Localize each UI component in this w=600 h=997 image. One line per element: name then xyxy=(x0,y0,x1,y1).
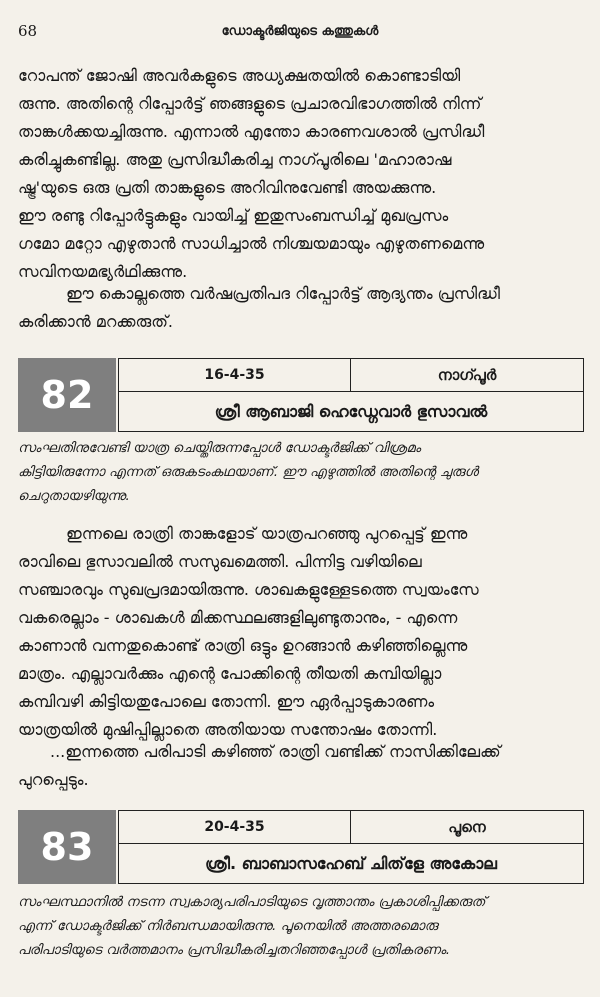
text-line: മാത്രം. എല്ലാവർക്കും എന്റെ പോക്കിന്റെ തീയതി കമ്പിയില്ലാ xyxy=(18,664,442,683)
text-line: എന്ന് ഡോക്ടർജിക്ക് നിർബന്ധമായിരുന്നു. പൂനെയിൽ അത്തരമൊരു xyxy=(18,918,438,934)
letter-recipient: ശ്രീ ആബാജി ഹെഡ്ഗേവാർ ഭുസാവൽ xyxy=(214,401,488,421)
date-place-row xyxy=(119,359,583,392)
text-line: രാവിലെ ഭുസാവലിൽ സസുഖമെത്തി. പിന്നിട്ട വഴിയിലെ xyxy=(18,552,422,571)
text-line: സവിനയമഭ്യർഥിക്കുന്നു. xyxy=(18,262,188,281)
text-line: കരിച്ചുകണ്ടില്ല. അതു പ്രസിദ്ധീകരിച്ച നാഗ്പൂരിലെ 'മഹാരാഷ xyxy=(18,150,452,169)
letter-entry-83 xyxy=(18,810,584,884)
letter-place: പൂനെ xyxy=(448,818,486,836)
text-line: രുന്നു. അതിന്റെ റിപ്പോർട്ട് ഞങ്ങളുടെ പ്രചാരവിഭാഗത്തിൽ നിന്ന് xyxy=(18,94,482,113)
paragraph-4 xyxy=(18,738,584,794)
text-line: സംഘതിനുവേണ്ടി യാത്ര ചെയ്തിരുന്നപ്പോൾ ഡോക്ടർജിക്ക് വിശ്രമം xyxy=(18,440,421,456)
text-line: റോപന്ത് ജോഷി അവർകളുടെ അധ്യക്ഷതയിൽ കൊണ്ടാടിയി xyxy=(18,66,461,85)
text-line: ഷ്ട്ര'യുടെ ഒരു പ്രതി താങ്കളുടെ അറിവിനുവേണ്ടി അയക്കുന്നു. xyxy=(18,178,437,197)
letter-intro xyxy=(18,436,588,508)
letter-heading-table xyxy=(118,358,584,432)
text-line: ഈ രണ്ടു റിപ്പോർട്ടുകളും വായിച്ച് ഇതുസംബന്ധിച്ച് മുഖപ്രസം xyxy=(18,206,449,225)
paragraph-3 xyxy=(18,520,584,744)
text-line: വകരെല്ലാം - ശാഖകൾ മിക്കസ്ഥലങ്ങളിലുണ്ടുതാനും, - എന്നെ xyxy=(18,608,458,627)
paragraph-1 xyxy=(18,62,584,286)
letter-intro xyxy=(18,890,588,962)
text-line: പുറപ്പെടും. xyxy=(18,770,89,789)
page-header xyxy=(18,22,582,44)
letter-recipient: ശ്രീ. ബാബാസഹേബ് ചിത്‌ളേ അകോല xyxy=(205,853,497,873)
letter-entry-82 xyxy=(18,358,584,432)
letter-place: നാഗ്പൂർ xyxy=(437,366,497,384)
letter-date: 20-4-35 xyxy=(119,811,351,843)
letter-date: 16-4-35 xyxy=(119,359,351,391)
text-line: കമ്പിവഴി കിട്ടിയതുപോലെ തോന്നി. ഈ ഏർപ്പാടുകാരണം xyxy=(18,692,435,711)
text-line: ഇന്നലെ രാത്രി താങ്കളോട് യാത്രപറഞ്ഞു പുറപ്പെട്ട് ഇന്നു xyxy=(66,524,468,543)
text-line: പരിപാടിയുടെ വർത്തമാനം പ്രസിദ്ധീകരിച്ചതറിഞ്ഞപ്പോൾ പ്രതികരണം. xyxy=(18,942,451,958)
text-line: താങ്കൾക്കയച്ചിരുന്നു. എന്നാൽ എന്തോ കാരണവശാൽ പ്രസിദ്ധീ xyxy=(18,122,485,141)
running-head: ഡോക്ടർജിയുടെ കത്തുകൾ xyxy=(221,24,379,39)
text-line: ഗമോ മറ്റോ എഴുതാൻ സാധിച്ചാൽ നിശ്ചയമായും എഴുതണമെന്നു xyxy=(18,234,485,253)
text-line: കാണാൻ വന്നതുകൊണ്ട് രാത്രി ഒട്ടും ഉറങ്ങാൻ കഴിഞ്ഞില്ലെന്നു xyxy=(18,636,468,655)
text-line: കിട്ടിയിരുന്നോ എന്നത് ഒരുകടംകഥയാണ്. ഈ എഴുത്തിൽ അതിന്റെ ചുരുൾ xyxy=(18,464,479,480)
text-line: ഈ കൊല്ലത്തെ വർഷപ്രതിപദ റിപ്പോർട്ട് ആദ്യന്തം പ്രസിദ്ധീ xyxy=(66,284,501,303)
letter-number: 83 xyxy=(18,810,116,884)
text-line: ചെറുതായഴിയുന്നു. xyxy=(18,488,130,504)
text-line: യാത്രയിൽ മുഷിപ്പില്ലാതെ അതിയായ സന്തോഷം തോന്നി. xyxy=(18,720,438,739)
page-number: 68 xyxy=(18,22,38,40)
date-place-row xyxy=(119,811,583,844)
paragraph-2 xyxy=(18,280,584,336)
text-line: സഞ്ചാരവും സുഖപ്രദമായിരുന്നു. ശാഖകളുള്ളേടത്തെ സ്വയംസേ xyxy=(18,580,479,599)
text-line: ...ഇന്നത്തെ പരിപാടി കഴിഞ്ഞ് രാത്രി വണ്ടിക്ക് നാസിക്കിലേക്ക് xyxy=(50,742,501,761)
letter-number: 82 xyxy=(18,358,116,432)
letter-heading-table xyxy=(118,810,584,884)
text-line: സംഘസ്ഥാനിൽ നടന്ന സ്വകാര്യപരിപാടിയുടെ വൃത്താന്തം പ്രകാശിപ്പിക്കരുത് xyxy=(18,894,486,910)
text-line: കരിക്കാൻ മറക്കരുത്. xyxy=(18,312,174,331)
